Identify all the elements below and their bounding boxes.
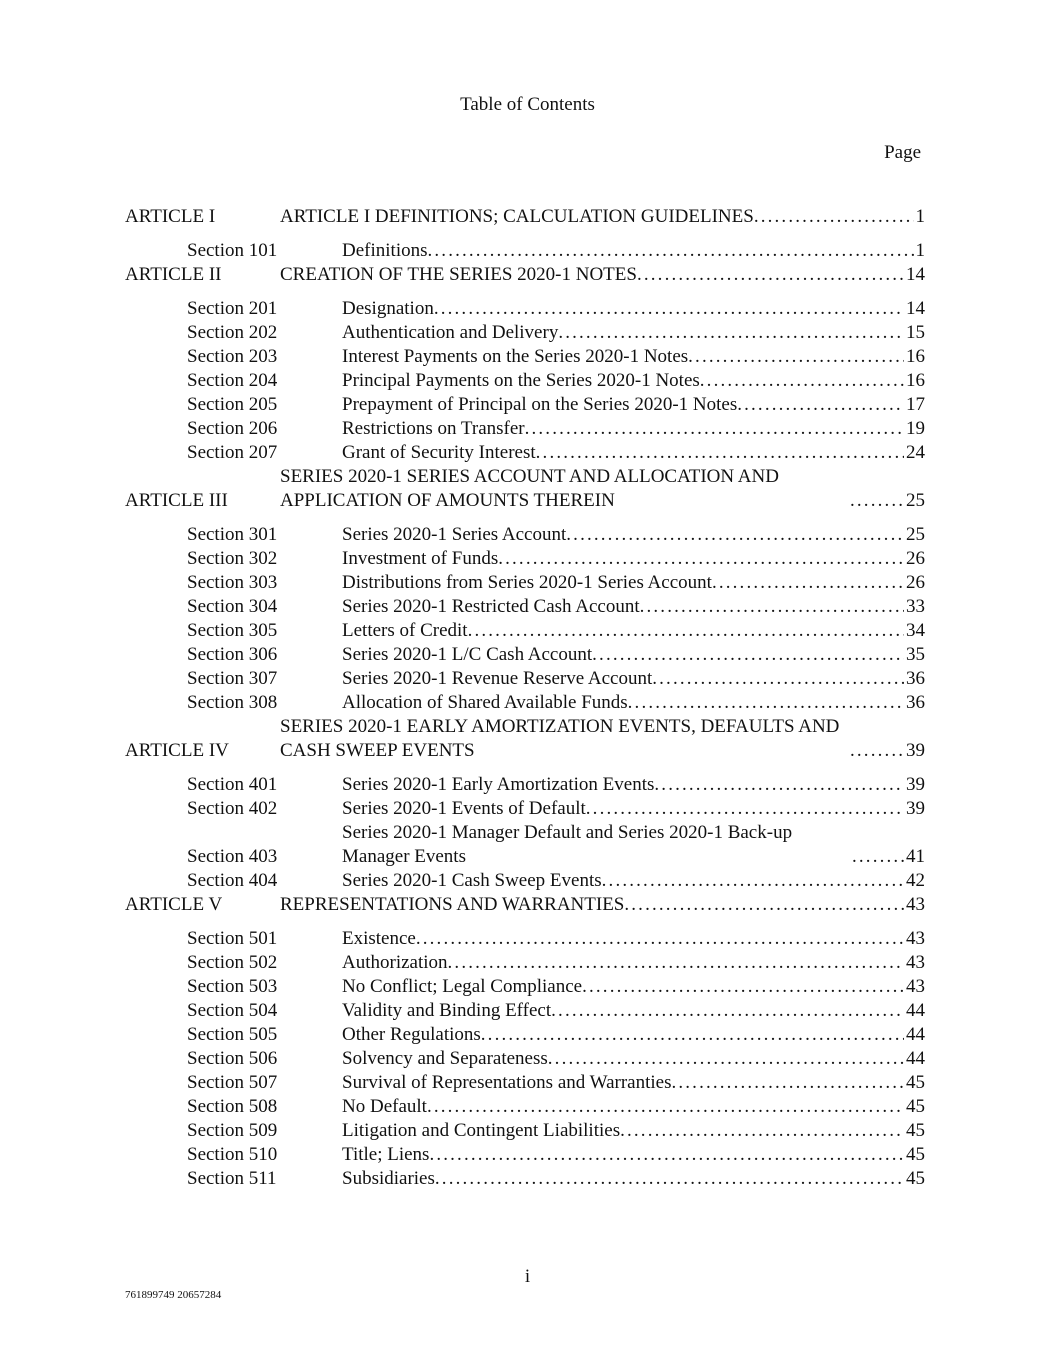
section-entry [342,1023,925,1047]
section-title: Distributions from Series 2020-1 Series Account [342,572,712,593]
section-title: Title; Liens [342,1144,430,1165]
section-page: 44 [906,1048,925,1069]
article-number: ARTICLE II [125,264,222,285]
section-title: Litigation and Contingent Liabilities [342,1120,621,1141]
section-number: Section 301 [187,524,278,545]
section-title: Series 2020-1 Manager Default and Series 2020-1 Back-up Manager Events [342,822,793,867]
dot-leader [688,345,904,369]
section-title: Authentication and Delivery [342,322,559,343]
toc-section-row[interactable] [125,595,925,619]
dot-leader [428,239,914,263]
dot-leader [434,297,904,321]
section-title: No Default [342,1096,427,1117]
section-number: Section 202 [187,322,278,343]
section-number: Section 503 [187,976,278,997]
section-page: 45 [906,1096,925,1117]
section-entry [342,619,925,643]
section-title: Authorization [342,952,448,973]
article-entry [280,205,925,229]
dot-leader [700,369,904,393]
section-page: 45 [906,1168,925,1189]
section-page: 35 [906,644,925,665]
section-page: 14 [906,298,925,319]
section-page: 45 [906,1144,925,1165]
section-page: 45 [906,1072,925,1093]
section-title: Survival of Representations and Warranties [342,1072,672,1093]
section-entry [342,547,925,571]
section-number: Section 204 [187,370,278,391]
dot-leader [468,619,904,643]
article-title: SERIES 2020-1 EARLY AMORTIZATION EVENTS, DEFAULTS AND CASH SWEEP EVENTS [280,716,840,761]
dot-leader [429,1143,904,1167]
section-entry [342,441,925,465]
section-title: Principal Payments on the Series 2020-1 Notes [342,370,700,391]
section-entry [342,321,925,345]
dot-leader [427,1095,904,1119]
section-page: 16 [906,370,925,391]
article-page: 39 [906,740,925,761]
toc-section-row[interactable] [125,547,925,571]
article-title: REPRESENTATIONS AND WARRANTIES [280,894,625,915]
section-page: 16 [906,346,925,367]
toc-article-block [125,893,925,1191]
section-entry [342,595,925,619]
section-title: Other Regulations [342,1024,481,1045]
section-title: Interest Payments on the Series 2020-1 Notes [342,346,689,367]
section-title: Subsidiaries [342,1168,435,1189]
dot-leader [637,263,904,287]
section-title: Series 2020-1 Early Amortization Events [342,774,655,795]
dot-leader [620,1119,904,1143]
toc-section-list [125,773,925,893]
toc-section-row[interactable] [125,1095,925,1119]
section-page: 15 [906,322,925,343]
toc-section-row[interactable] [125,297,925,321]
section-number: Section 403 [187,846,278,867]
article-entry [280,893,925,917]
dot-leader [850,489,904,513]
article-page: 14 [906,264,925,285]
section-entry [342,523,925,547]
section-title: Series 2020-1 L/C Cash Account [342,644,593,665]
toc-section-row[interactable] [125,345,925,369]
toc-section-list [125,239,925,263]
toc-section-row[interactable] [125,1119,925,1143]
toc-section-row[interactable] [125,571,925,595]
section-entry [342,975,925,999]
section-entry [342,869,925,893]
toc-section-row[interactable] [125,797,925,821]
section-title: Restrictions on Transfer [342,418,525,439]
section-number: Section 303 [187,572,278,593]
toc-section-row[interactable] [125,1071,925,1095]
page-title: Table of Contents [460,94,595,115]
toc-section-list [125,927,925,1191]
toc-article-block [125,205,925,263]
toc-section-row[interactable] [125,393,925,417]
dot-leader [498,547,904,571]
dot-leader [850,739,904,763]
section-number: Section 511 [187,1168,277,1189]
toc-section-row[interactable] [125,643,925,667]
section-page: 43 [906,976,925,997]
dot-leader [448,951,904,975]
section-number: Section 101 [187,240,278,261]
section-page: 36 [906,668,925,689]
section-entry [342,773,925,797]
section-number: Section 207 [187,442,278,463]
dot-leader [624,893,904,917]
toc-article-block [125,465,925,715]
toc-section-list [125,297,925,465]
section-page: 17 [906,394,925,415]
section-page: 43 [906,928,925,949]
section-title: Validity and Binding Effect [342,1000,552,1021]
section-number: Section 504 [187,1000,278,1021]
section-title: Definitions [342,240,428,261]
dot-leader [602,869,904,893]
article-number: ARTICLE I [125,206,216,227]
section-page: 44 [906,1000,925,1021]
dot-leader [737,393,904,417]
toc-section-row[interactable] [125,321,925,345]
section-number: Section 203 [187,346,278,367]
section-entry [342,1095,925,1119]
toc-section-row[interactable] [125,1143,925,1167]
dot-leader [592,643,904,667]
section-entry [342,691,925,715]
section-entry [342,1119,925,1143]
article-title: SERIES 2020-1 SERIES ACCOUNT AND ALLOCATION AND APPLICATION OF AMOUNTS THEREIN [280,466,779,511]
section-title: Existence [342,928,416,949]
toc-section-row[interactable] [125,869,925,893]
section-entry [342,297,925,321]
section-entry [342,999,925,1023]
section-title: Grant of Security Interest [342,442,536,463]
section-page: 26 [906,572,925,593]
section-entry [342,821,925,869]
toc-article-block [125,715,925,893]
section-number: Section 402 [187,798,278,819]
page-column-header: Page [884,142,921,163]
section-page: 19 [906,418,925,439]
dot-leader [551,999,904,1023]
section-title: Series 2020-1 Restricted Cash Account [342,596,640,617]
section-entry [342,667,925,691]
section-entry [342,393,925,417]
toc-section-row[interactable] [125,523,925,547]
dot-leader [566,523,904,547]
toc-section-row[interactable] [125,417,925,441]
toc-article-row[interactable] [125,465,925,513]
dot-leader [435,1167,904,1191]
section-number: Section 306 [187,644,278,665]
toc-section-row[interactable] [125,239,925,263]
section-number: Section 404 [187,870,278,891]
section-page: 41 [906,846,925,867]
dot-leader [481,1023,904,1047]
table-of-contents [125,205,925,1191]
article-page: 43 [906,894,925,915]
dot-leader [558,321,904,345]
page-number: i [524,1266,531,1287]
dot-leader [852,845,904,869]
section-title: Series 2020-1 Series Account [342,524,567,545]
toc-section-row[interactable] [125,927,925,951]
article-entry [280,715,925,763]
toc-section-row[interactable] [125,821,925,869]
section-entry [342,345,925,369]
section-page: 33 [906,596,925,617]
document-id: 761899749 20657284 [125,1289,222,1301]
toc-section-row[interactable] [125,975,925,999]
section-number: Section 307 [187,668,278,689]
section-entry [342,1047,925,1071]
section-number: Section 502 [187,952,278,973]
section-number: Section 205 [187,394,278,415]
section-number: Section 206 [187,418,278,439]
toc-section-row[interactable] [125,619,925,643]
dot-leader [671,1071,904,1095]
section-title: Investment of Funds [342,548,499,569]
dot-leader [548,1047,904,1071]
section-number: Section 508 [187,1096,278,1117]
section-page: 26 [906,548,925,569]
section-page: 42 [906,870,925,891]
section-title: Designation [342,298,434,319]
article-number: ARTICLE IV [125,740,229,761]
toc-section-row[interactable] [125,1047,925,1071]
dot-leader [582,975,904,999]
article-number: ARTICLE III [125,490,228,511]
toc-section-row[interactable] [125,1023,925,1047]
toc-section-row[interactable] [125,951,925,975]
article-page: 1 [915,206,925,227]
toc-section-row[interactable] [125,667,925,691]
section-entry [342,951,925,975]
section-number: Section 308 [187,692,278,713]
section-page: 45 [906,1120,925,1141]
section-entry [342,643,925,667]
section-number: Section 302 [187,548,278,569]
section-entry [342,239,925,263]
toc-section-row[interactable] [125,691,925,715]
dot-leader [628,691,904,715]
dot-leader [652,667,904,691]
section-entry [342,797,925,821]
section-number: Section 506 [187,1048,278,1069]
toc-section-row[interactable] [125,773,925,797]
section-number: Section 305 [187,620,278,641]
section-title: Series 2020-1 Cash Sweep Events [342,870,602,891]
toc-section-row[interactable] [125,1167,925,1191]
dot-leader [416,927,904,951]
section-page: 24 [906,442,925,463]
toc-article-block [125,263,925,465]
section-entry [342,417,925,441]
article-page: 25 [906,490,925,511]
toc-section-row[interactable] [125,441,925,465]
section-title: Letters of Credit [342,620,468,641]
dot-leader [586,797,904,821]
section-title: Solvency and Separateness [342,1048,548,1069]
section-title: Series 2020-1 Revenue Reserve Account [342,668,653,689]
section-number: Section 510 [187,1144,278,1165]
section-number: Section 501 [187,928,278,949]
toc-article-row[interactable] [125,715,925,763]
section-page: 25 [906,524,925,545]
section-title: Prepayment of Principal on the Series 2020-1 Notes [342,394,738,415]
section-title: Allocation of Shared Available Funds [342,692,628,713]
toc-section-row[interactable] [125,999,925,1023]
article-entry [280,465,925,513]
dot-leader [654,773,904,797]
section-number: Section 505 [187,1024,278,1045]
dot-leader [640,595,904,619]
section-number: Section 201 [187,298,278,319]
section-page: 39 [906,798,925,819]
section-number: Section 401 [187,774,278,795]
toc-article-row[interactable] [125,205,925,229]
section-page: 1 [915,240,925,261]
section-entry [342,1143,925,1167]
toc-section-row[interactable] [125,369,925,393]
section-entry [342,1071,925,1095]
dot-leader [712,571,904,595]
section-entry [342,571,925,595]
dot-leader [525,417,904,441]
section-title: No Conflict; Legal Compliance [342,976,583,997]
toc-section-list [125,523,925,715]
toc-article-row[interactable] [125,263,925,287]
section-entry [342,927,925,951]
dot-leader [536,441,904,465]
article-title: ARTICLE I DEFINITIONS; CALCULATION GUIDELINES [280,206,754,227]
article-number: ARTICLE V [125,894,223,915]
section-entry [342,369,925,393]
section-number: Section 507 [187,1072,278,1093]
section-entry [342,1167,925,1191]
article-entry [280,263,925,287]
section-page: 44 [906,1024,925,1045]
section-title: Series 2020-1 Events of Default [342,798,586,819]
section-number: Section 304 [187,596,278,617]
section-number: Section 509 [187,1120,278,1141]
article-title: CREATION OF THE SERIES 2020-1 NOTES [280,264,637,285]
section-page: 39 [906,774,925,795]
dot-leader [754,205,914,229]
section-page: 34 [906,620,925,641]
section-page: 43 [906,952,925,973]
toc-article-row[interactable] [125,893,925,917]
section-page: 36 [906,692,925,713]
